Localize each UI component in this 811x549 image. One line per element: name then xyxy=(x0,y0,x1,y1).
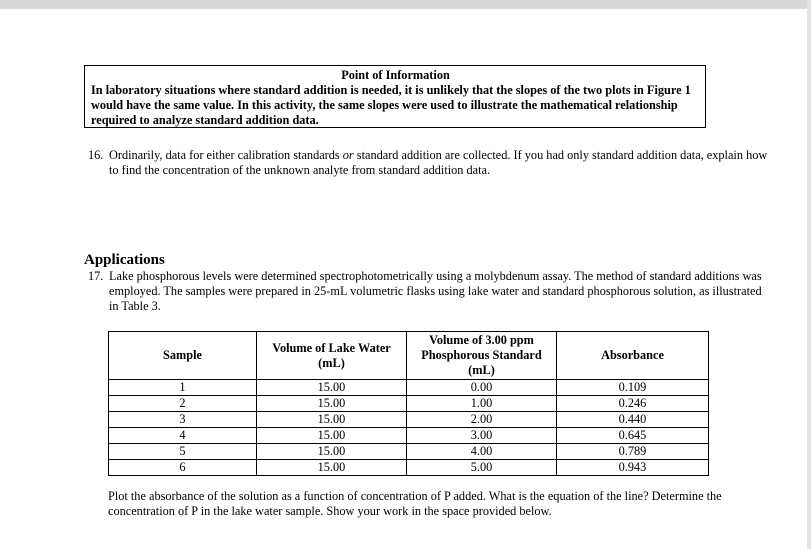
header-lake-water-line2: (mL) xyxy=(318,355,345,370)
cell-sample: 2 xyxy=(109,396,257,412)
table-header-row xyxy=(109,332,709,380)
header-sample xyxy=(109,332,257,380)
question-16 xyxy=(88,148,768,178)
table-row xyxy=(109,380,709,396)
cell-sample: 3 xyxy=(109,412,257,428)
question-16-text-emphasis: or xyxy=(342,148,354,162)
cell-absorbance: 0.645 xyxy=(557,428,709,444)
applications-heading: Applications xyxy=(84,252,165,268)
cell-standard-volume: 2.00 xyxy=(407,412,557,428)
plot-instructions: Plot the absorbance of the solution as a function of concentration of P added. What is the equation of the line? Determine the concentration of P in the lake water sample. Show your work in the space provided below. xyxy=(108,489,722,518)
cell-sample: 5 xyxy=(109,444,257,460)
scrollbar-track[interactable] xyxy=(807,0,811,549)
header-standard-line2: Phosphorous Standard xyxy=(421,348,542,362)
question-16-text xyxy=(109,148,768,178)
cell-absorbance: 0.789 xyxy=(557,444,709,460)
info-box-text: In laboratory situations where standard addition is needed, it is unlikely that the slopes of the two plots in Figure 1 would have the same value. In this activity, the same slopes were used to illustrate the mathematical relationship required to analyze standard addition data. xyxy=(91,83,691,127)
question-16-text-part2: standard addition are collected. If you had only standard addition data, explain how to find the concentration of the unknown analyte from standard addition data. xyxy=(109,148,768,177)
cell-absorbance: 0.440 xyxy=(557,412,709,428)
cell-lake-volume: 15.00 xyxy=(257,444,407,460)
cell-standard-volume: 1.00 xyxy=(407,396,557,412)
header-lake-water-line1: Volume of Lake Water xyxy=(272,340,391,355)
question-17 xyxy=(88,269,768,314)
table-row xyxy=(109,460,709,476)
question-17-text: Lake phosphorous levels were determined spectrophotometrically using a molybdenum assay. The method of standard additions was employed. The samples were prepared in 25-mL volumetric flasks using lake water and standard phosphorous solution, as illustrated in Table 3. xyxy=(109,269,762,313)
header-standard xyxy=(407,332,557,380)
cell-sample: 6 xyxy=(109,460,257,476)
header-standard-line3: (mL) xyxy=(468,363,495,377)
cell-absorbance: 0.109 xyxy=(557,380,709,396)
info-box-title: Point of Information xyxy=(341,68,450,82)
header-absorbance xyxy=(557,332,709,380)
header-lake-water xyxy=(257,332,407,380)
point-of-information-box xyxy=(84,65,706,128)
page-top-edge xyxy=(0,0,811,9)
cell-lake-volume: 15.00 xyxy=(257,460,407,476)
cell-lake-volume: 15.00 xyxy=(257,396,407,412)
cell-standard-volume: 3.00 xyxy=(407,428,557,444)
table-row xyxy=(109,444,709,460)
cell-sample: 1 xyxy=(109,380,257,396)
cell-absorbance: 0.246 xyxy=(557,396,709,412)
header-absorbance-label: Absorbance xyxy=(601,348,664,362)
cell-lake-volume: 15.00 xyxy=(257,380,407,396)
header-sample-label: Sample xyxy=(163,348,202,362)
cell-standard-volume: 5.00 xyxy=(407,460,557,476)
table-3 xyxy=(108,331,709,476)
question-16-number: 16. xyxy=(88,148,104,162)
cell-lake-volume: 15.00 xyxy=(257,412,407,428)
header-standard-line1: Volume of 3.00 ppm xyxy=(429,333,534,347)
cell-lake-volume: 15.00 xyxy=(257,428,407,444)
cell-absorbance: 0.943 xyxy=(557,460,709,476)
cell-standard-volume: 0.00 xyxy=(407,380,557,396)
cell-standard-volume: 4.00 xyxy=(407,444,557,460)
table-row xyxy=(109,412,709,428)
question-17-number: 17. xyxy=(88,269,104,283)
question-16-text-part1: Ordinarily, data for either calibration standards xyxy=(109,148,343,162)
cell-sample: 4 xyxy=(109,428,257,444)
table-row xyxy=(109,396,709,412)
table-row xyxy=(109,428,709,444)
